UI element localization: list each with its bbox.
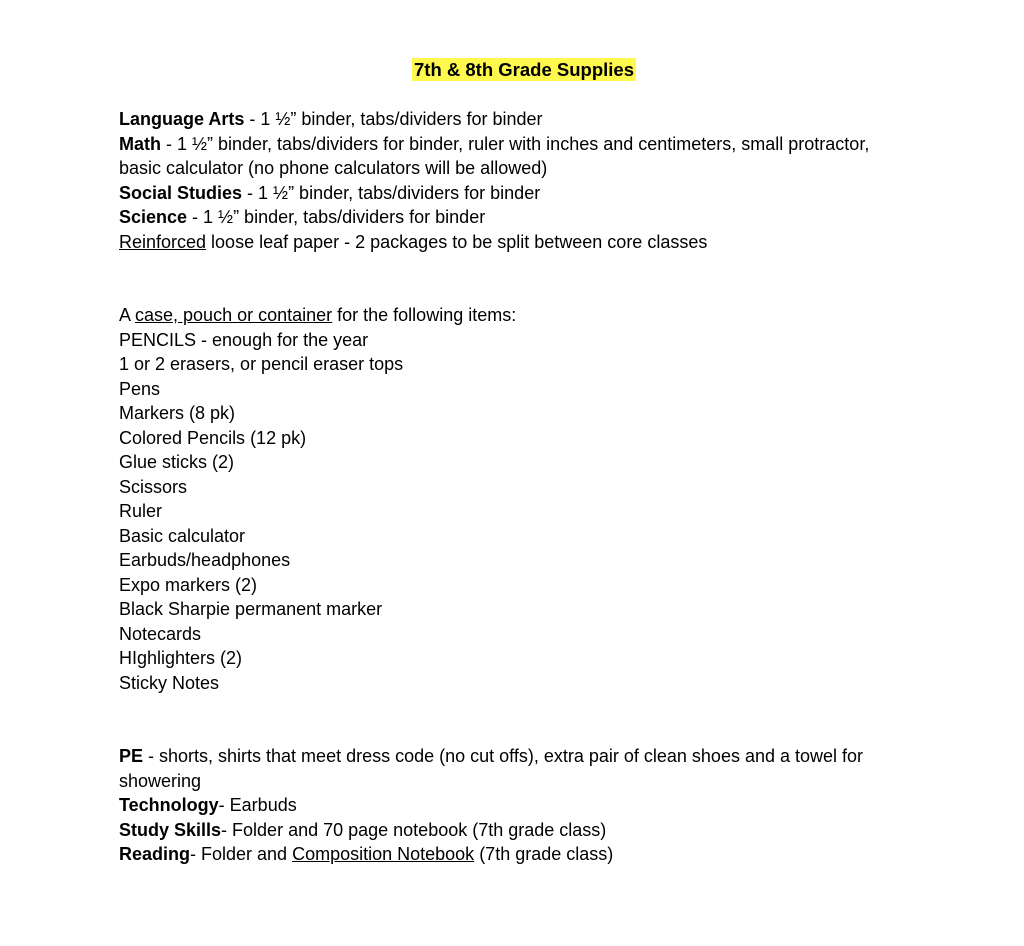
core-item-social-studies	[119, 181, 909, 206]
list-item: Earbuds/headphones	[119, 550, 291, 570]
subject-label: Math	[119, 133, 161, 154]
spacer	[119, 695, 909, 744]
case-intro	[119, 303, 909, 328]
list-item: Pens	[119, 378, 161, 399]
list-item: Black Sharpie permanent marker	[119, 599, 383, 619]
list-item: Scissors	[119, 476, 188, 497]
intro-prefix: A	[119, 305, 136, 325]
underlined-text: Reinforced	[119, 231, 207, 252]
supply-text: - Folder and	[190, 844, 293, 864]
list-item: Markers (8 pk)	[119, 403, 236, 423]
subject-label: PE	[119, 746, 144, 766]
supply-text: - Folder and 70 page notebook (7th grade class)	[221, 819, 607, 840]
elective-reading	[119, 842, 909, 867]
list-item: Basic calculator	[119, 525, 246, 546]
document-page	[119, 57, 909, 867]
subject-label: Reading	[119, 844, 191, 864]
core-item-math	[119, 132, 909, 181]
subject-label: Social Studies	[119, 182, 243, 203]
supply-suffix: (7th grade class)	[474, 844, 614, 864]
supply-text: loose leaf paper - 2 packages to be split between core classes	[206, 231, 708, 252]
supply-text: - 1 ½” binder, tabs/dividers for binder	[187, 207, 486, 227]
intro-suffix: for the following items:	[332, 305, 517, 325]
core-item-language-arts	[119, 107, 909, 132]
elective-study-skills	[119, 818, 909, 843]
subject-label: Language Arts	[119, 109, 245, 129]
elective-pe	[119, 744, 909, 793]
list-item: 1 or 2 erasers, or pencil eraser tops	[119, 354, 404, 374]
supply-text: - Earbuds	[218, 795, 297, 815]
page-title: 7th & 8th Grade Supplies	[414, 59, 634, 80]
spacer	[119, 254, 909, 303]
list-item: Sticky Notes	[119, 672, 220, 693]
paper-item	[119, 230, 909, 255]
subject-label: Science	[119, 207, 188, 227]
list-item: Glue sticks (2)	[119, 452, 235, 472]
supply-text: - 1 ½” binder, tabs/dividers for binder, ruler with inches and centimeters, small protractor, basic calculator (no phone calculators will be allowed)	[119, 133, 870, 178]
underlined-text: Composition Notebook	[292, 844, 475, 864]
list-item: Ruler	[119, 501, 163, 521]
list-item: Notecards	[119, 623, 202, 644]
elective-technology	[119, 793, 909, 818]
list-item: HIghlighters (2)	[119, 648, 243, 668]
list-item: Expo markers (2)	[119, 574, 258, 595]
supply-text: - 1 ½” binder, tabs/dividers for binder	[242, 182, 541, 203]
core-supplies-section	[119, 107, 909, 254]
core-item-science	[119, 205, 909, 230]
supply-text: - 1 ½” binder, tabs/dividers for binder	[244, 109, 543, 129]
underlined-text: case, pouch or container	[135, 305, 333, 325]
list-item: PENCILS - enough for the year	[119, 329, 369, 350]
electives-section	[119, 744, 909, 867]
supply-text: - shorts, shirts that meet dress code (no cut offs), extra pair of clean shoes and a towel for showering	[119, 746, 864, 791]
subject-label: Technology	[119, 795, 219, 815]
subject-label: Study Skills	[119, 819, 222, 840]
case-section	[119, 303, 909, 695]
title-row	[119, 57, 909, 82]
list-item: Colored Pencils (12 pk)	[119, 427, 307, 448]
